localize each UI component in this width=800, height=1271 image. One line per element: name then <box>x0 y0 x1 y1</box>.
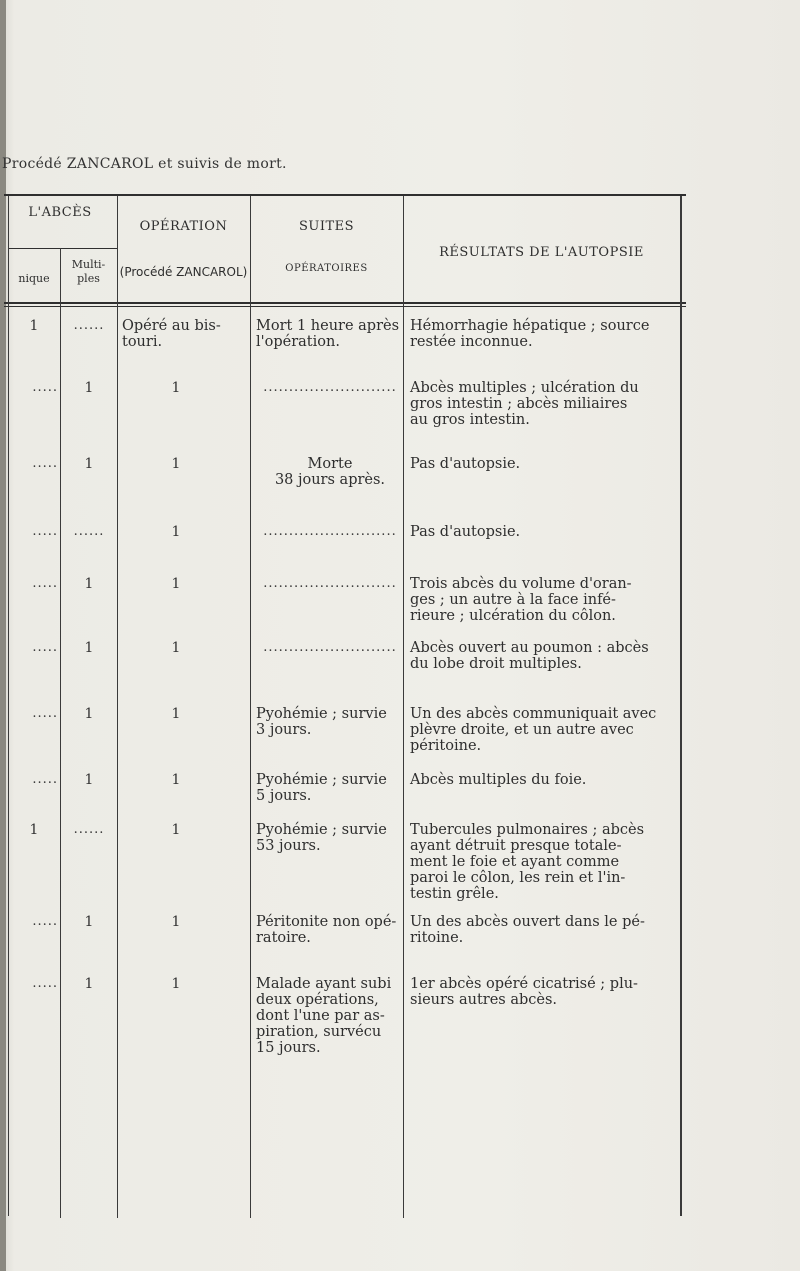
cell-operation: 1 <box>171 380 181 396</box>
header-operatoires: OPÉRATOIRES <box>285 263 368 274</box>
cell-suites: Pyohémie ; survie 3 jours. <box>256 706 387 738</box>
cell-resultats: Hémorrhagie hépatique ; source restée inconnue. <box>410 318 650 350</box>
cell-multiples: 1 <box>84 914 94 930</box>
cell-suites: Malade ayant subi deux opérations, dont l'une par as- piration, survécu 15 jours. <box>256 976 392 1056</box>
header-resultats: RÉSULTATS DE L'AUTOPSIE <box>439 245 644 260</box>
header-operation: OPÉRATION <box>139 219 228 234</box>
header-procede: (Procédé ZANCAROL) <box>119 265 248 279</box>
cell-resultats: Pas d'autopsie. <box>410 524 521 540</box>
cell-resultats: Abcès multiples du foie. <box>410 772 587 788</box>
cell-suites: Péritonite non opé- ratoire. <box>256 914 397 946</box>
header-sub-rule <box>8 248 118 249</box>
page-binding-edge <box>0 0 6 1271</box>
cell-resultats: Pas d'autopsie. <box>410 456 521 472</box>
cell-operation: 1 <box>171 914 181 930</box>
col-rule-unique-multiples <box>60 248 61 1218</box>
cell-unique: ..... <box>32 576 58 591</box>
cell-multiples: 1 <box>84 772 94 788</box>
cell-unique: 1 <box>29 318 39 334</box>
cell-suites: .......................... <box>263 524 397 539</box>
cell-unique: ..... <box>32 456 58 471</box>
cell-operation: 1 <box>171 576 181 592</box>
cell-operation: 1 <box>171 976 181 992</box>
cell-unique: ..... <box>32 706 58 721</box>
cell-suites: Mort 1 heure après l'opération. <box>256 318 400 350</box>
cell-unique: ..... <box>32 772 58 787</box>
cell-operation: 1 <box>171 640 181 656</box>
cell-resultats: Trois abcès du volume d'oran- ges ; un autre à la face infé- rieure ; ulcération du côlon. <box>410 576 632 624</box>
cell-resultats: 1er abcès opéré cicatrisé ; plu- sieurs autres abcès. <box>410 976 638 1008</box>
cell-suites: Pyohémie ; survie 53 jours. <box>256 822 387 854</box>
cell-multiples: 1 <box>84 706 94 722</box>
cell-operation: 1 <box>171 524 181 540</box>
cell-resultats: Abcès ouvert au poumon : abcès du lobe droit multiples. <box>410 640 649 672</box>
cell-operation: 1 <box>171 456 181 472</box>
cell-suites: .......................... <box>263 640 397 655</box>
cell-multiples: ...... <box>73 318 105 333</box>
cell-suites: Pyohémie ; survie 5 jours. <box>256 772 387 804</box>
cell-unique: ..... <box>32 976 58 991</box>
cell-suites: .......................... <box>263 576 397 591</box>
cell-multiples: ...... <box>73 524 105 539</box>
cell-resultats: Un des abcès ouvert dans le pé- ritoine. <box>410 914 645 946</box>
cell-resultats: Tubercules pulmonaires ; abcès ayant détruit presque totale- ment le foie et ayant comme paroi le côlon, les rein et l'in- testin grêle. <box>410 822 645 902</box>
cell-multiples: 1 <box>84 976 94 992</box>
cell-suites: .......................... <box>263 380 397 395</box>
cell-unique: ..... <box>32 914 58 929</box>
cell-multiples: ...... <box>73 822 105 837</box>
header-suites: SUITES <box>298 219 355 234</box>
header-multiples: Multi- ples <box>71 258 106 285</box>
cell-operation: 1 <box>171 822 181 838</box>
cell-multiples: 1 <box>84 456 94 472</box>
cell-operation: 1 <box>171 706 181 722</box>
cell-unique: 1 <box>29 822 39 838</box>
header-unique: nique <box>18 272 50 285</box>
cell-multiples: 1 <box>84 576 94 592</box>
cell-multiples: 1 <box>84 380 94 396</box>
cell-unique: ..... <box>32 640 58 655</box>
cell-unique: ..... <box>32 380 58 395</box>
table-top-rule <box>4 194 686 196</box>
col-rule-operation-suites <box>250 196 251 1218</box>
cell-resultats: Abcès multiples ; ulcération du gros intestin ; abcès miliaires au gros intestin. <box>410 380 639 428</box>
cell-unique: ..... <box>32 524 58 539</box>
header-bottom-rule-2 <box>4 306 686 307</box>
cell-multiples: 1 <box>84 640 94 656</box>
cell-resultats: Un des abcès communiquait avec plèvre droite, et un autre avec péritoine. <box>410 706 657 754</box>
header-abces: L'ABCÈS <box>28 205 92 220</box>
running-head: Procédé ZANCAROL et suivis de mort. <box>2 156 287 172</box>
col-rule-left <box>8 196 9 1216</box>
cell-suites: Morte 38 jours après. <box>274 456 386 488</box>
cell-operation: 1 <box>171 772 181 788</box>
cell-operation: Opéré au bis- touri. <box>122 318 221 350</box>
header-bottom-rule <box>4 302 686 304</box>
